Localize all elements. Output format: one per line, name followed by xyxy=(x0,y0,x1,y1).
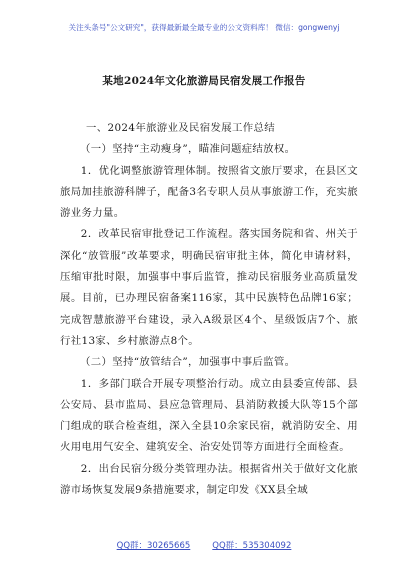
footer-contacts xyxy=(0,539,408,551)
promo-banner: 关注头条号"公文研究"，获得最新最全最专业的公文资料库！ 微信：gongwenyj xyxy=(68,23,340,32)
qq-group-2[interactable]: QQ群：535304092 xyxy=(212,541,292,551)
qq-group-1[interactable]: QQ群：30265665 xyxy=(116,541,191,551)
subsection-heading-2: （二）坚持“放管结合”，加强事中事后监管。 xyxy=(80,356,296,369)
subsection-heading-1: （一）坚持“主动瘦身”，瞄准问题症结放权。 xyxy=(80,143,296,156)
paragraph-4: 2．出台民宿分级分类管理办法。根据省州关于做好文化旅游市场恢复发展9条措施要求，制定印发《XX县全域 xyxy=(60,462,358,497)
document-body xyxy=(60,118,358,501)
paragraph-2: 2．改革民宿审批登记工作流程。落实国务院和省、州关于深化“放管服”改革要求，明确民宿审批主体，简化申请材料，压缩审批时限，加强事中事后监管，推动民宿服务业高质量发展。目前，已办理民宿备案116家，其中民族特色品牌16家；完成智慧旅游平台建设，录入A级景区4个、星级饭店7个、旅行社13家、乡村旅游点8个。 xyxy=(60,228,358,347)
paragraph-1: 1．优化调整旅游管理体制。按照省文旅厅要求，在县区文旅局加挂旅游科牌子，配备3名专职人员从事旅游工作，充实旅游业务力量。 xyxy=(60,164,358,220)
document-title: 某地2024年文化旅游局民宿发展工作报告 xyxy=(102,75,306,87)
paragraph-3: 1．多部门联合开展专项整治行动。成立由县委宣传部、县公安局、县市监局、县应急管理局、县消防救援大队等15个部门组成的联合检查组，深入全县10余家民宿，就消防安全、用火用电用气安全、建筑安全、治安处罚等方面进行全面检查。 xyxy=(60,377,358,454)
section-heading-1: 一、2024年旅游业及民宿发展工作总结 xyxy=(86,122,275,134)
